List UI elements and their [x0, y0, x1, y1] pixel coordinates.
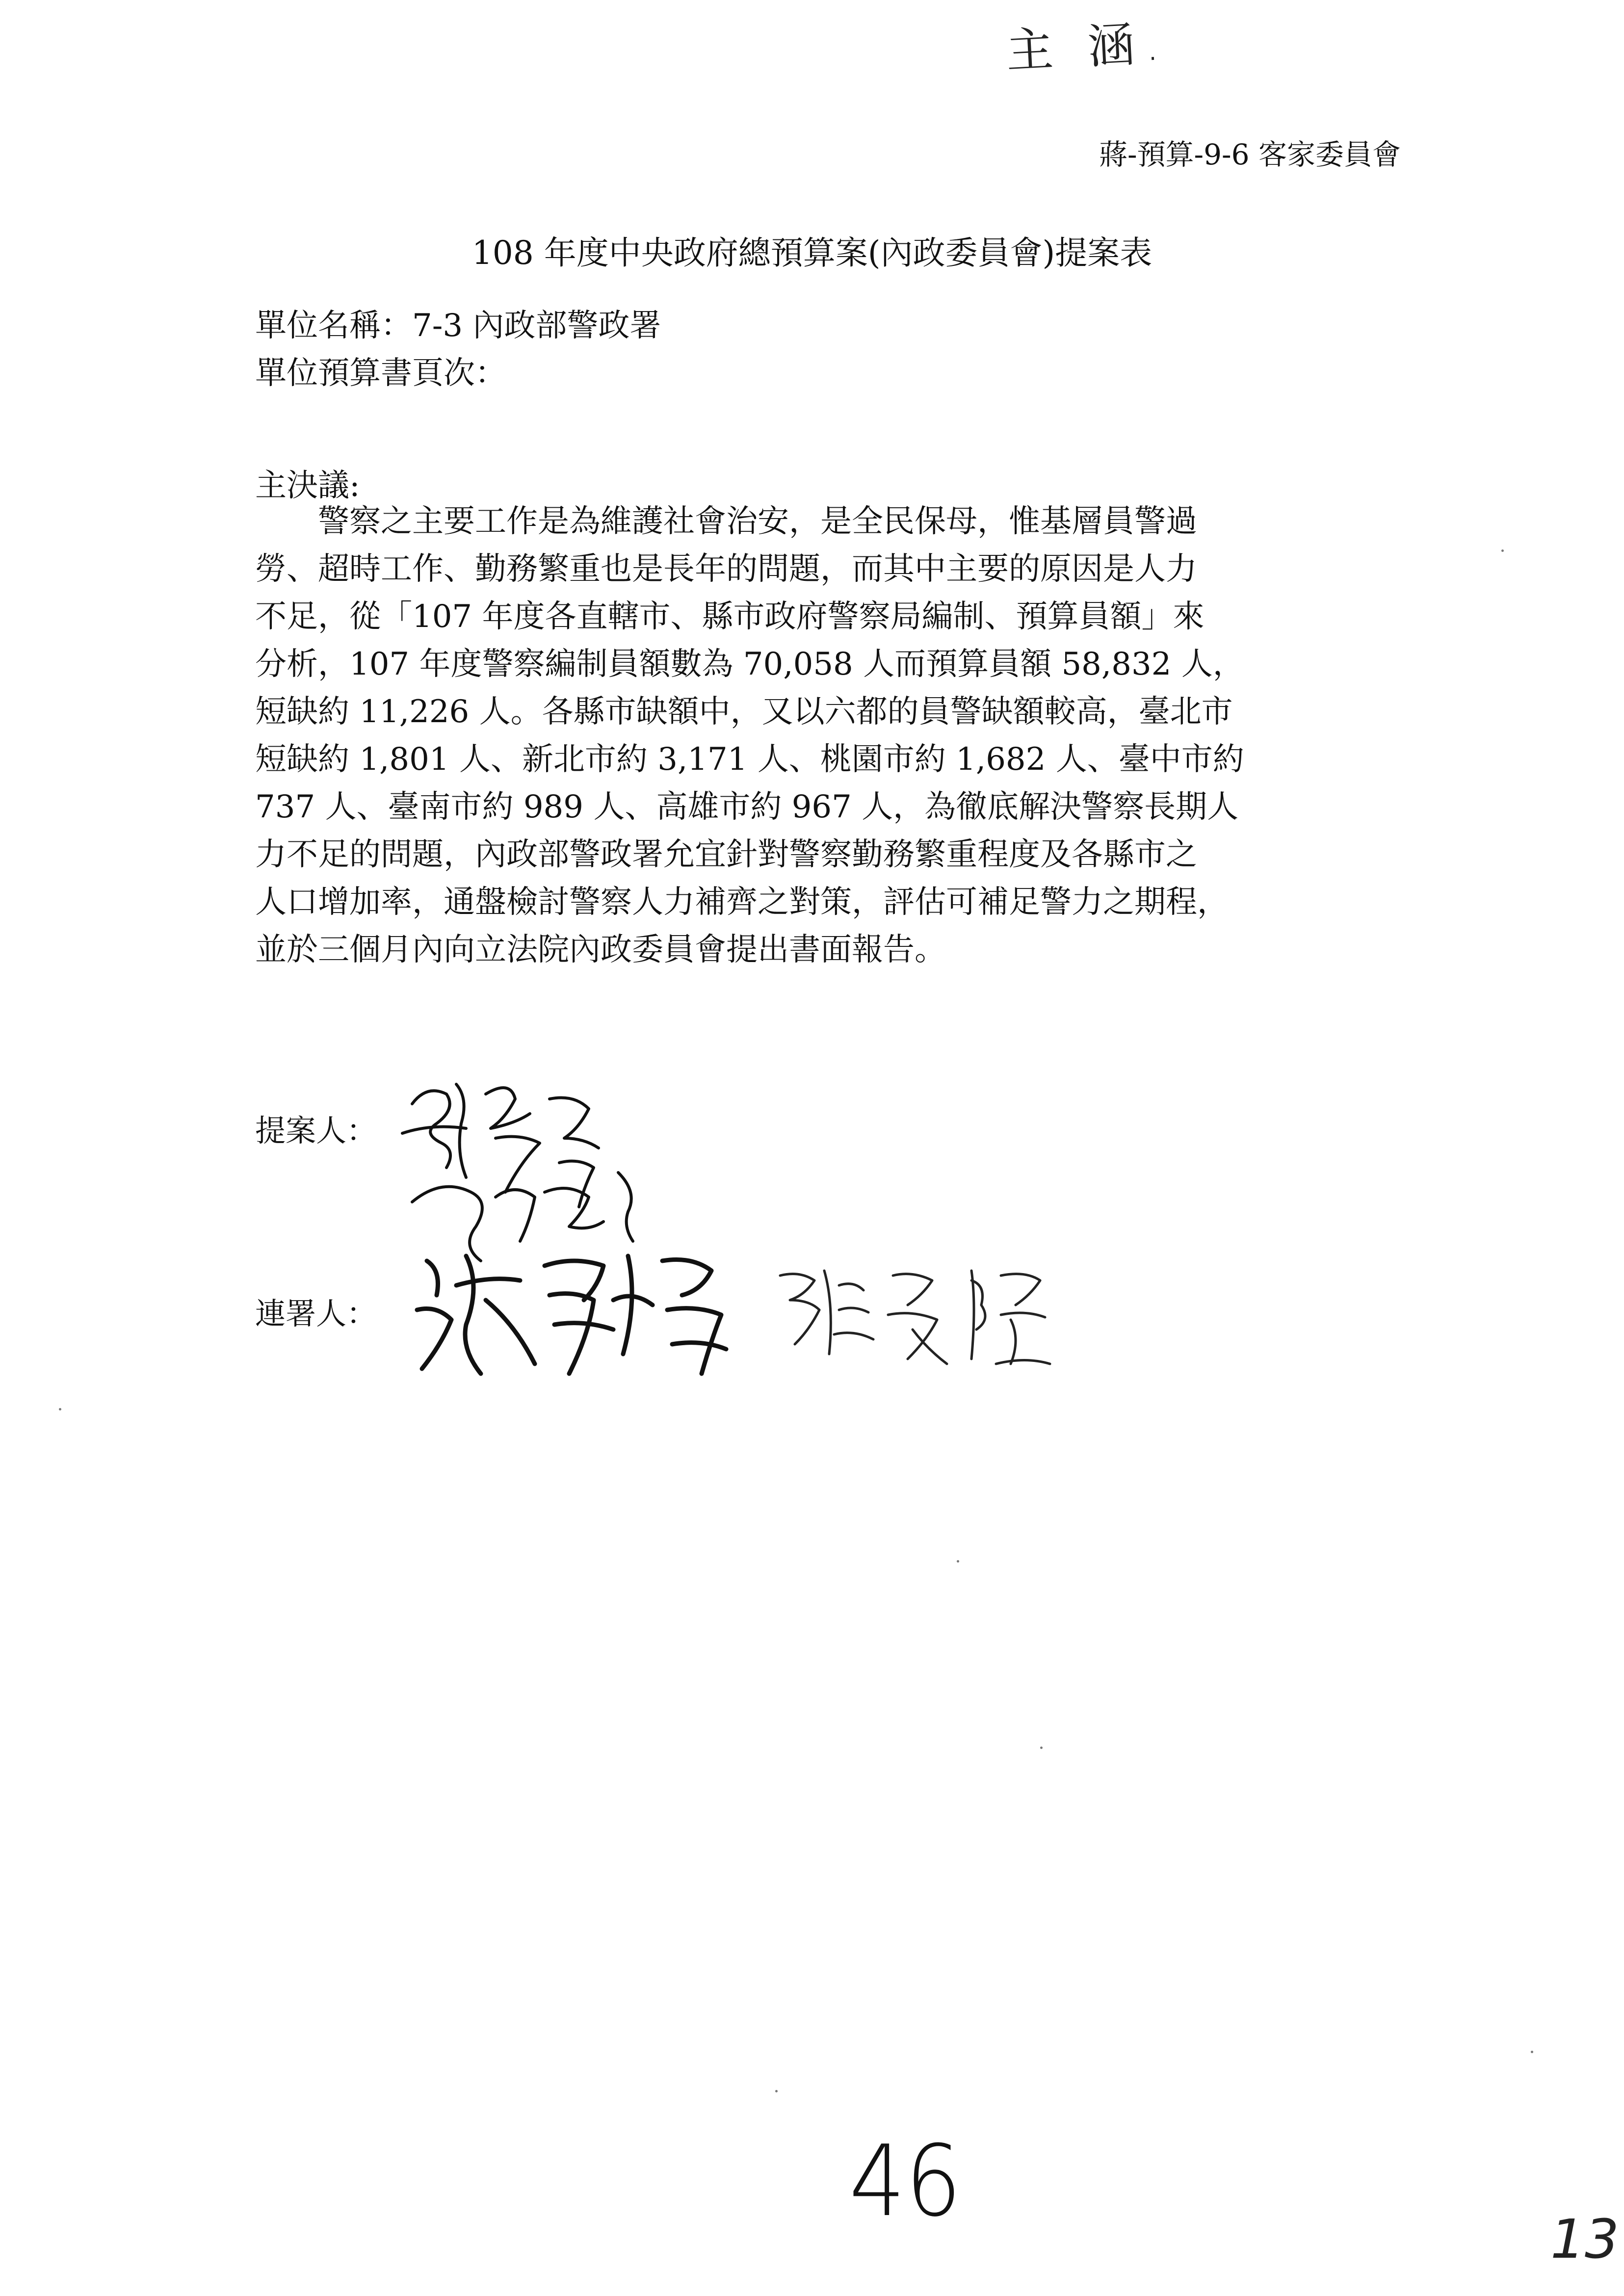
scan-speck: [957, 1560, 959, 1563]
decision-line: 短缺約 1,801 人、新北市約 3,171 人、桃園市約 1,682 人、臺中市約: [255, 741, 1244, 778]
proposer-label: 提案人：: [255, 1113, 377, 1148]
decision-line: 力不足的問題，內政部警政署允宜針對警察勤務繁重程度及各縣市之: [255, 836, 1197, 873]
handwritten-note: 主 涵.: [1004, 15, 1171, 79]
document-code: 蔣-預算-9-6 客家委員會: [1099, 138, 1401, 171]
decision-label: 主決議:: [255, 468, 360, 504]
page-number: 46: [849, 2124, 962, 2239]
corner-number: 13: [1550, 2208, 1619, 2270]
decision-line: 短缺約 11,226 人。各縣市缺額中，又以六都的員警缺額較高，臺北市: [255, 694, 1233, 730]
scan-speck: [775, 2090, 778, 2092]
scan-speck: [59, 1408, 61, 1410]
cosigner-signature-2: [765, 1256, 1060, 1383]
scan-speck: [1040, 1747, 1043, 1749]
decision-paragraph: [255, 498, 1393, 974]
scan-speck: [1531, 2051, 1533, 2053]
decision-line: 737 人、臺南市約 989 人、高雄市約 967 人，為徹底解決警察長期人: [255, 789, 1239, 825]
decision-line: 分析，107 年度警察編制員額數為 70,058 人而預算員額 58,832 人，: [255, 646, 1244, 682]
cosigner-signature-1: [407, 1226, 751, 1388]
decision-line: 不足，從「107 年度各直轄市、縣市政府警察局編制、預算員額」來: [255, 599, 1205, 635]
cosigner-label: 連署人：: [255, 1296, 377, 1331]
decision-line: 勞、超時工作、勤務繁重也是長年的問題，而其中主要的原因是人力: [255, 551, 1197, 587]
page-title: 108 年度中央政府總預算案(內政委員會)提案表: [471, 234, 1153, 272]
decision-line: 人口增加率，通盤檢討警察人力補齊之對策，評估可補足警力之期程，: [255, 884, 1229, 920]
scan-speck: [1501, 549, 1504, 552]
unit-name-line: 單位名稱：7-3 內政部警政署: [255, 308, 661, 344]
decision-line: 並於三個月內向立法院內政委員會提出書面報告。: [255, 932, 946, 968]
budget-page-line: 單位預算書頁次：: [255, 355, 506, 391]
decision-line: 警察之主要工作是為維護社會治安，是全民保母，惟基層員警過: [318, 503, 1197, 540]
